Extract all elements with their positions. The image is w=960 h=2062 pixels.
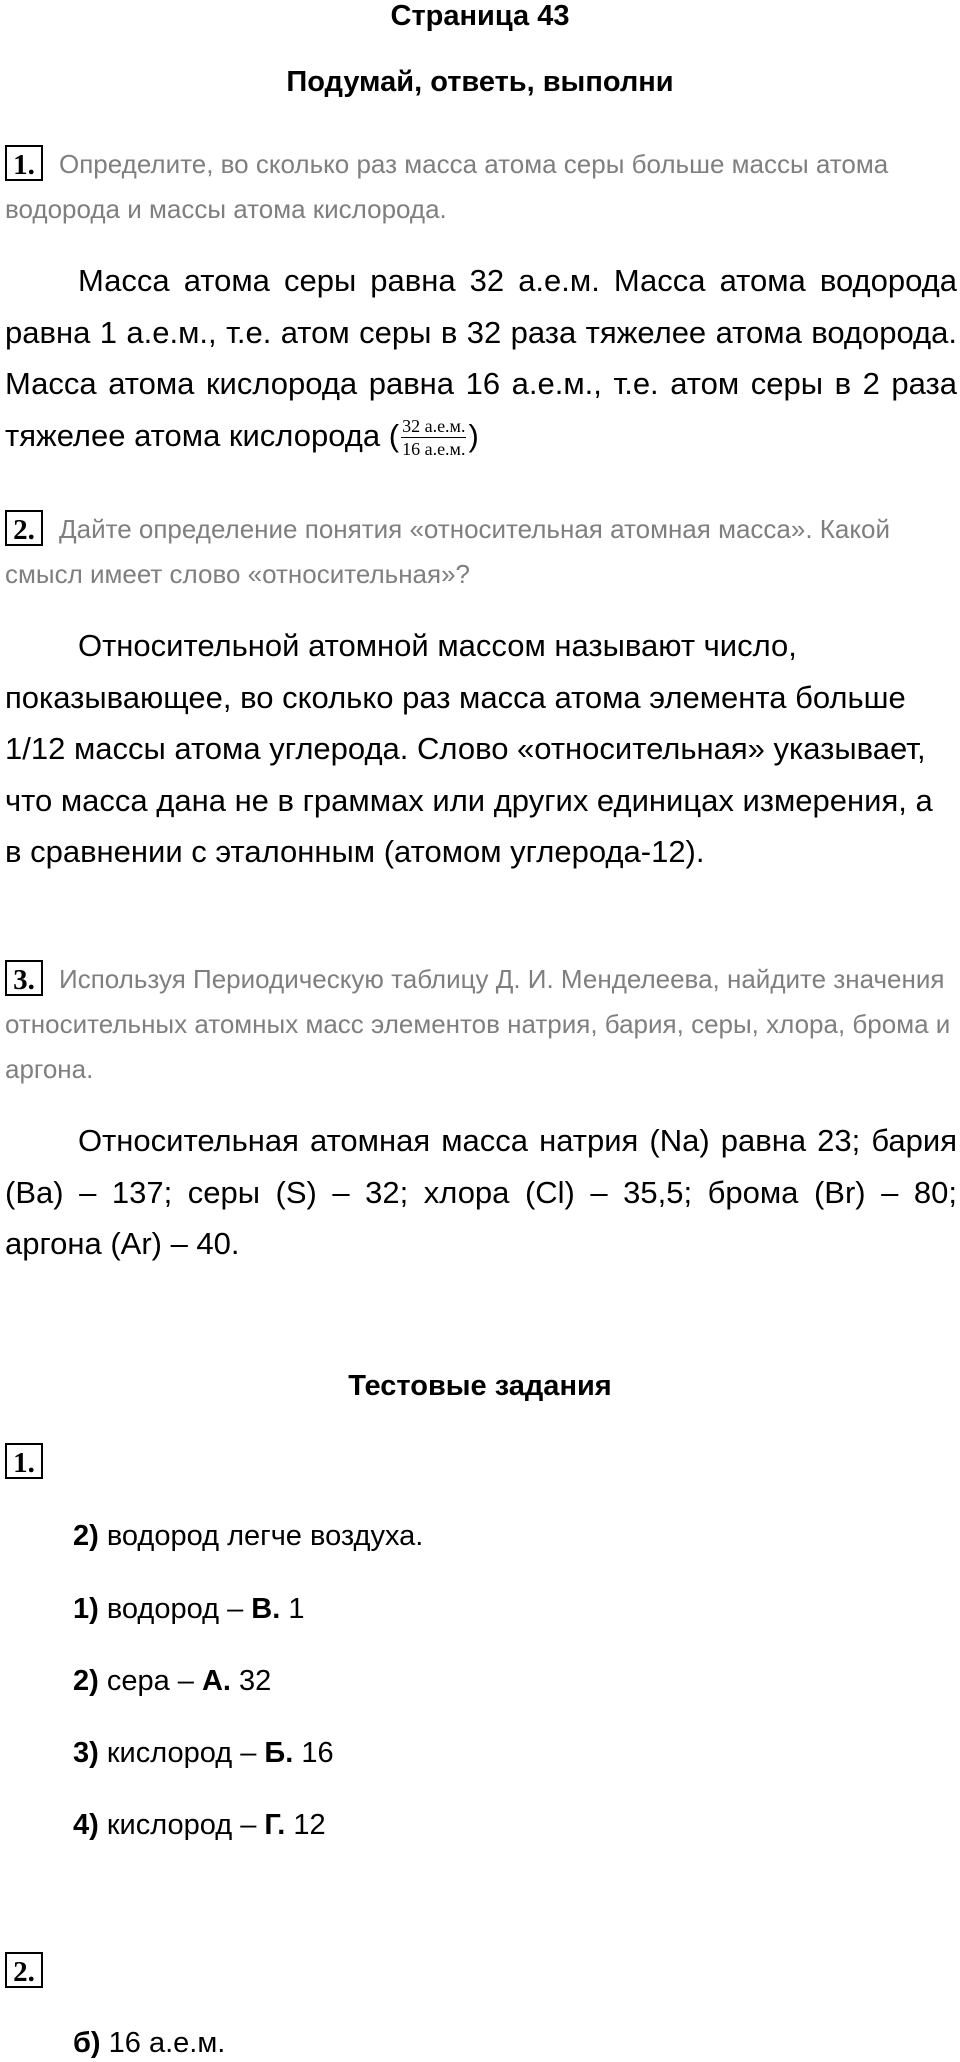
answer-text: Относительная атомная масса натрия (Na) равна 23; бария (Ba) – 137; серы (S) – 32; хлора (Cl) – 35,5; брома (Br) – 80; аргона (Ar) – 40.	[5, 1123, 957, 1261]
section-title: Подумай, ответь, выполни	[286, 66, 674, 98]
test-answer-line: б) 16 а.е.м.	[73, 2027, 226, 2059]
fraction-numerator: 32 а.е.м.	[402, 415, 466, 436]
question-text: Используя Периодическую таблицу Д. И. Менделеева, найдите значения относительных атомных масс элементов натрия, бария, серы, хлора, брома и аргона.	[5, 964, 951, 1084]
question-number-box: 2.	[5, 510, 43, 546]
question-number-box: 3.	[5, 960, 43, 996]
fraction-close-paren: )	[468, 417, 479, 453]
page-title: Страница 43	[390, 0, 570, 32]
test-section-title: Тестовые задания	[348, 1370, 612, 1402]
question-text: Определите, во сколько раз масса атома серы больше массы атома водорода и массы атома кислорода.	[5, 149, 889, 224]
fraction	[401, 415, 466, 460]
fraction-denominator: 16 а.е.м.	[402, 438, 466, 459]
test-answer-line: 1) водород – В. 1	[73, 1593, 305, 1625]
test-number-box: 1.	[5, 1443, 43, 1479]
question-text: Дайте определение понятия «относительная атомная масса». Какой смысл имеет слово «относительная»?	[5, 514, 891, 589]
question-number-box: 1.	[5, 145, 43, 181]
test-answer-line: 3) кислород – Б. 16	[73, 1737, 334, 1769]
answer-text: Масса атома серы равна 32 а.е.м. Масса атома водорода равна 1 а.е.м., т.е. атом серы в 32 раза тяжелее атома водорода. Масса атома кислорода равна 16 а.е.м., т.е. атом серы в 2 раза тяжелее атома кислорода ( $\frac{32 а.е.м.}{16 а.е.м.}$ )	[5, 263, 957, 459]
test-answer-line: 2) сера – А. 32	[73, 1665, 272, 1697]
test-answer-line: 2) водород легче воздуха.	[73, 1520, 424, 1552]
test-answer-line: 4) кислород – Г. 12	[73, 1809, 326, 1841]
fraction-open-paren: (	[388, 417, 400, 453]
test-number-box: 2.	[5, 1952, 43, 1988]
answer-text: Относительной атомной массом называют число, показывающее, во сколько раз масса атома элемента больше 1/12 массы атома углерода. Слово «относительная» указывает, что масса дана не в граммах или других единицах измерения, а в сравнении с эталонным (атомом углерода-12).	[5, 628, 933, 869]
